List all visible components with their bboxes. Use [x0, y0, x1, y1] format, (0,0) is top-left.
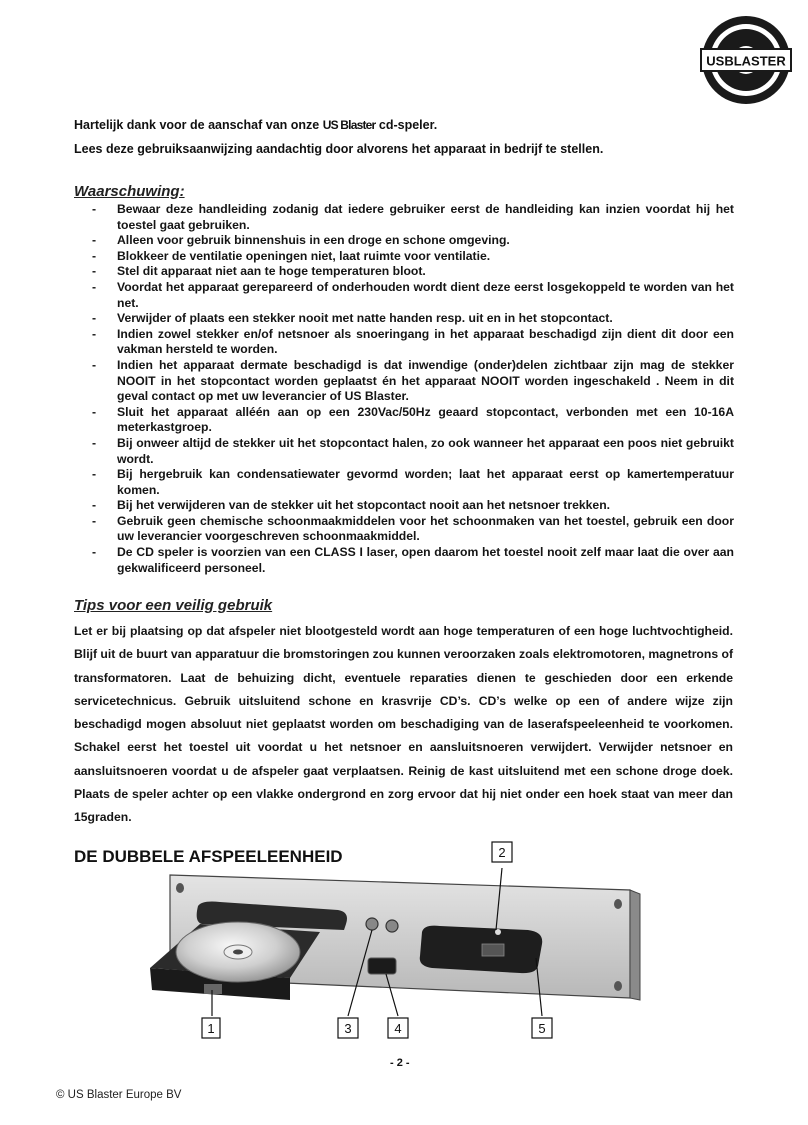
warning-item: - Bij onweer altijd de stekker uit het stopcontact halen, zo ook wanneer het apparaat een poos niet gebruikt wordt. — [74, 436, 734, 467]
us-blaster-logo — [700, 14, 792, 106]
warning-item: - Gebruik geen chemische schoonmaakmiddelen voor het schoonmaken van het toestel, gebruik een door uw leverancier voorgeschreven schoonmaakmiddel. — [74, 514, 734, 545]
brand-name: US Blaster — [322, 118, 376, 132]
control-knob-right — [386, 920, 398, 932]
warning-item: - Alleen voor gebruik binnenshuis in een droge en schone omgeving. — [74, 233, 734, 249]
intro-line-1: Hartelijk dank voor de aanschaf van onze US Blaster cd-speler. — [74, 118, 438, 132]
callout-5 — [532, 1018, 552, 1038]
warning-item: - Sluit het apparaat alléén aan op een 230Vac/50Hz geaard stopcontact, verbonden met een 10-16A meterkastgroep. — [74, 405, 734, 436]
callout-1 — [202, 1018, 220, 1038]
warning-item: - Bij hergebruik kan condensatiewater gevormd worden; laat het apparaat eerst op kamertemperatuur komen. — [74, 467, 734, 498]
power-switch — [368, 958, 396, 974]
tips-heading: Tips voor een veilig gebruik — [74, 597, 273, 614]
right-drive-slot — [420, 926, 542, 974]
tips-paragraph: Let er bij plaatsing op dat afspeler niet blootgesteld wordt aan hoge temperaturen of een hoge luchtvochtigheid. Blijf uit de buurt van apparatuur die bromstoringen zou kunnen veroorzaken zoals elektromotoren, magnetrons of transformatoren. Laat de behuizing dicht, eventuele reparaties dienen te geschieden door een erkende servicetechnicus. Gebruik uitsluitend schone en krasvrije CD’s. CD’s welke op een of andere wijze zijn beschadigd mogen absoluut niet geplaatst worden om beschadiging van de laserafspeeleenheid te voorkomen. Schakel eerst het toestel uit voordat u het netsnoer en aansluitsnoeren verwijdert. Verwijder netsnoer en aansluitsnoeren voordat u de afspeler gaat verplaatsen. Reinig de kast uitsluitend met een schone droge doek. Plaats de speler achter op een vlakke ondergrond en zorg ervoor dat hij niet onder een hoek staat van meer dan 15graden. — [74, 624, 733, 825]
section-title: DE DUBBELE AFSPEELEENHEID — [74, 847, 343, 866]
dual-player-illustration — [140, 840, 660, 1050]
warning-item: - De CD speler is voorzien van een CLASS I laser, open daarom het toestel nooit zelf maar laat die over aan gekwalificeerd personeel. — [74, 545, 734, 576]
control-knob-left — [366, 918, 378, 930]
warning-item: - Stel dit apparaat niet aan te hoge temperaturen bloot. — [74, 264, 734, 280]
svg-text:4: 4 — [394, 1021, 402, 1036]
warning-item: - Verwijder of plaats een stekker nooit met natte handen resp. uit en in het stopcontact. — [74, 311, 734, 327]
warning-item: - Voordat het apparaat gerepareerd of onderhouden wordt dient deze eerst losgekoppeld te worden van het net. — [74, 280, 734, 311]
warning-item: - Bij het verwijderen van de stekker uit het stopcontact nooit aan het netsnoer trekken. — [74, 498, 734, 514]
svg-text:USBLASTER: USBLASTER — [706, 53, 786, 69]
intro-line-2: Lees deze gebruiksaanwijzing aandachtig door alvorens het apparaat in bedrijf te stellen. — [74, 142, 604, 156]
svg-text:5: 5 — [538, 1021, 546, 1036]
svg-text:2: 2 — [498, 845, 506, 860]
svg-text:3: 3 — [344, 1021, 352, 1036]
warning-item: - Blokkeer de ventilatie openingen niet, laat ruimte voor ventilatie. — [74, 249, 734, 265]
warning-list — [74, 202, 734, 576]
warning-item: - Bewaar deze handleiding zodanig dat iedere gebruiker eerst de handleiding kan inzien voordat hij het toestel gaat gebruiken. — [74, 202, 734, 233]
svg-text:1: 1 — [207, 1021, 215, 1036]
warning-item: - Indien zowel stekker en/of netsnoer als snoeringang in het apparaat beschadigd zijn dient dit door een vakman hersteld te worden. — [74, 327, 734, 358]
warning-item: - Indien het apparaat dermate beschadigd is dat inwendige (onder)delen zichtbaar zijn mag de stekker NOOIT in het stopcontact worden geplaatst én het apparaat NOOIT worden ingeschakeld . Neem in dit geval contact op met uw leverancier of US Blaster. — [74, 358, 734, 405]
page-number: - 2 - — [390, 1057, 410, 1069]
callout-4 — [388, 1018, 408, 1038]
copyright: © US Blaster Europe BV — [56, 1089, 182, 1101]
callout-2 — [492, 842, 512, 862]
callout-3 — [338, 1018, 358, 1038]
warning-heading: Waarschuwing: — [74, 183, 185, 200]
